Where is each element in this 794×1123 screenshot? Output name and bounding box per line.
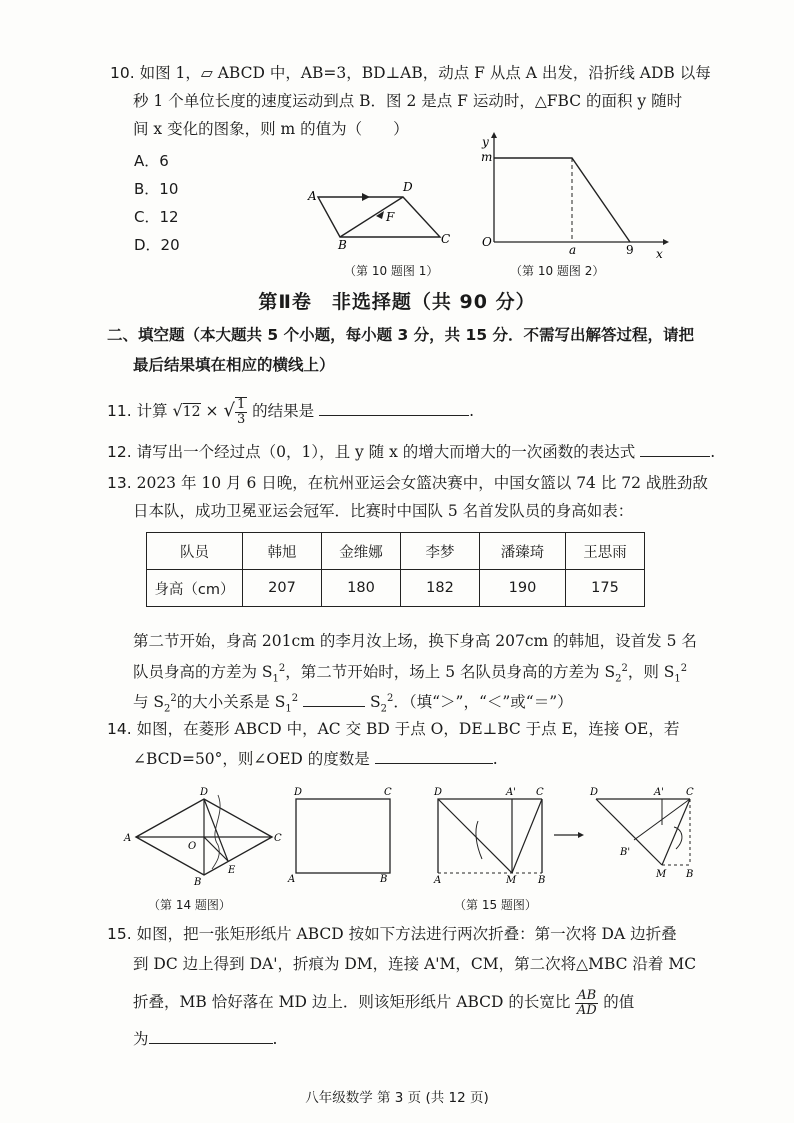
q13-line1 [107, 472, 708, 494]
sub: 2 [164, 703, 171, 715]
label-e: E [228, 865, 236, 876]
q13-para3b: 的大小关系是 S [176, 693, 286, 712]
q15-text-4: 为 [133, 1030, 149, 1048]
label-c: C [274, 833, 282, 844]
q10-fig1-caption: （第 10 题图 1） [344, 264, 439, 278]
table-cell: 王思雨 [566, 533, 645, 570]
q14-number: 14. [107, 720, 132, 738]
q12 [107, 441, 715, 463]
q14-text-1: 如图，在菱形 ABCD 中，AC 交 BD 于点 O，DE⊥BC 于点 E，连接 OE，若 [136, 720, 680, 738]
table-cell: 190 [480, 570, 566, 607]
part2-heading-2: 最后结果填在相应的横线上） [133, 356, 335, 374]
q11-post: 的结果是 [252, 402, 315, 420]
sub: 1 [674, 673, 681, 685]
q15-answer-blank[interactable] [149, 1029, 273, 1044]
table-cell: 金维娜 [322, 533, 401, 570]
table-cell: 182 [401, 570, 480, 607]
label-d: D [403, 180, 413, 194]
label-a: A [308, 189, 317, 203]
q12-end: . [710, 443, 716, 461]
q10-fig2-caption: （第 10 题图 2） [510, 264, 605, 278]
sup: 2 [621, 663, 628, 674]
q12-text: 请写出一个经过点（0，1），且 y 随 x 的增大而增大的一次函数的表达式 [136, 443, 636, 461]
sqrt-sign-2: √ [223, 400, 235, 421]
q15-line4 [133, 1028, 277, 1050]
q12-answer-blank[interactable] [640, 442, 710, 457]
q15-line3 [133, 985, 634, 1019]
q13-para2b: ，第二节开始时，场上 5 名队员身高的方差为 S [285, 663, 616, 682]
x-axis-arrow [663, 239, 669, 245]
table-cell: 身高（cm） [147, 570, 243, 607]
sub: 1 [285, 703, 292, 715]
sup: 2 [170, 693, 177, 704]
label-b: B [538, 875, 546, 886]
q10-figure-1 [300, 175, 470, 255]
q15-caption: （第 15 题图） [454, 898, 537, 912]
crease-dm [438, 799, 512, 873]
q13-line2: 日本队，成功卫冕亚运会冠军．比赛时中国队 5 名首发队员的身高如表： [133, 502, 634, 520]
q10-option-a[interactable]: A．6 [134, 152, 169, 170]
graph-line [494, 158, 630, 242]
q14-answer-blank[interactable] [375, 749, 493, 764]
label-y: y [482, 135, 489, 149]
q11-number: 11. [107, 402, 132, 420]
label-b: B [380, 874, 388, 885]
q15-figure [284, 785, 704, 890]
q14-figure [122, 785, 284, 890]
q11 [107, 396, 474, 426]
label-a: a [569, 243, 577, 257]
label-c: C [686, 787, 694, 798]
q12-number: 12. [107, 443, 132, 461]
sup: 2 [278, 663, 286, 674]
q10-line3: 间 x 变化的图象，则 m 的值为（ ） [133, 120, 409, 138]
label-m: M [506, 875, 517, 886]
table-cell: 李梦 [401, 533, 480, 570]
q13-para2a: 队员身高的方差为 S [133, 663, 273, 682]
segment-cm [512, 799, 542, 873]
transition-arrow-head [578, 832, 584, 838]
q14-line1 [107, 718, 679, 740]
label-c: C [536, 787, 544, 798]
label-a: A [288, 874, 296, 885]
sqrt-12: 12 [182, 404, 201, 420]
label-c: C [441, 232, 451, 246]
q10-option-b[interactable]: B．10 [134, 180, 179, 198]
q15-end: . [272, 1030, 278, 1048]
q13-para3c: S [369, 693, 381, 712]
part2-heading-1: 二、填空题（本大题共 5 个小题，每小题 3 分，共 15 分．不需写出解答过程，请把 [107, 326, 695, 344]
label-origin: O [482, 235, 492, 249]
q13-text-1: 2023 年 10 月 6 日晚，在杭州亚运会女篮决赛中，中国女篮以 74 比 72 战胜劲敌 [136, 474, 708, 492]
q11-end: . [469, 402, 475, 420]
q15-text-3b: 的值 [603, 993, 635, 1011]
table-cell: 180 [322, 570, 401, 607]
label-b: B [338, 238, 347, 252]
sub: 2 [615, 673, 622, 685]
q13-para1: 第二节开始，身高 201cm 的李月汝上场，换下身高 207cm 的韩旭，设首发 5 名 [133, 632, 697, 650]
q15-line2: 到 DC 边上得到 DA'，折痕为 DM，连接 A'M，CM，第二次将△MBC 沿着 MC [133, 955, 697, 973]
arrow-ad [362, 193, 370, 201]
y-axis-arrow [491, 132, 497, 138]
sup: 2 [680, 663, 688, 674]
q13-number: 13. [107, 474, 132, 492]
q10-number: 10. [110, 64, 135, 82]
label-o: O [188, 841, 197, 852]
label-b: B [686, 869, 694, 880]
q15-number: 15. [107, 925, 132, 943]
q14-text-2: ∠BCD=50°，则∠OED 的度数是 [133, 750, 370, 768]
page-footer: 八年级数学 第 3 页 (共 12 页) [305, 1090, 489, 1106]
q10-line1 [110, 62, 711, 84]
sub: 2 [380, 703, 387, 715]
q11-answer-blank[interactable] [319, 401, 469, 416]
q13-answer-blank[interactable] [303, 692, 365, 707]
table-cell: 潘臻琦 [480, 533, 566, 570]
label-d: D [434, 787, 443, 798]
sqrt-sign: √ [172, 401, 183, 420]
q10-figure-2 [480, 130, 670, 265]
q11-pre: 计算 [136, 402, 168, 420]
q13-para3 [133, 688, 573, 720]
sub: 1 [272, 673, 279, 685]
label-a-prime: A' [506, 787, 516, 798]
height-table [146, 532, 645, 607]
label-m: m [481, 150, 493, 164]
label-b-prime: B' [620, 847, 631, 858]
table-cell: 韩旭 [243, 533, 322, 570]
q15-fraction: $\frac{AB}{AD}$ [576, 987, 597, 1018]
section-title: 第Ⅱ卷 非选择题（共 90 分） [258, 291, 536, 313]
label-f: F [386, 210, 395, 224]
q13-para3a: 与 S [133, 693, 165, 712]
label-d: D [294, 787, 303, 798]
label-c: C [384, 787, 392, 798]
q14-caption: （第 14 题图） [148, 898, 231, 912]
label-a: A [434, 875, 442, 886]
label-m: M [656, 869, 667, 880]
q14-end: . [492, 750, 498, 768]
label-a: A [124, 833, 132, 844]
table-cell: 175 [566, 570, 645, 607]
label-d: D [590, 787, 599, 798]
label-a-prime: A' [654, 787, 664, 798]
table-cell: 队员 [147, 533, 243, 570]
label-d: D [200, 787, 209, 798]
table-row [147, 570, 645, 607]
segment-de [204, 799, 228, 861]
sup: 2 [386, 693, 394, 704]
table-cell: 207 [243, 570, 322, 607]
q15-text-3: 折叠，MB 恰好落在 MD 边上．则该矩形纸片 ABCD 的长宽比 [133, 993, 571, 1011]
rect-1 [296, 799, 390, 873]
label-b: B [194, 877, 202, 888]
q13-para3d: ．（填“＞”，“＜”或“＝”） [393, 693, 573, 712]
q10-option-c[interactable]: C．12 [134, 208, 179, 226]
q10-line2: 秒 1 个单位长度的速度运动到点 B．图 2 是点 F 运动时，△FBC 的面积 y 随时 [133, 92, 683, 110]
q15-line1 [107, 923, 677, 945]
q10-text-1: 如图 1，▱ ABCD 中，AB=3，BD⊥AB，动点 F 从点 A 出发，沿折线 ADB 以每 [139, 64, 711, 82]
q10-option-d[interactable]: D．20 [134, 236, 180, 254]
q13-para2 [133, 658, 687, 690]
sup: 2 [291, 693, 299, 704]
label-x: x [656, 247, 663, 261]
times-sign: × [205, 402, 219, 420]
fold-arrow-2 [674, 827, 682, 849]
q13-para2c: ，则 S [627, 663, 675, 682]
label-nine: 9 [626, 243, 634, 257]
q14-line2 [133, 748, 498, 770]
q15-text-1: 如图，把一张矩形纸片 ABCD 按如下方法进行两次折叠：第一次将 DA 边折叠 [136, 925, 677, 943]
table-header-row [147, 533, 645, 570]
sqrt-frac: $\frac{1}{3}$ [236, 397, 246, 427]
